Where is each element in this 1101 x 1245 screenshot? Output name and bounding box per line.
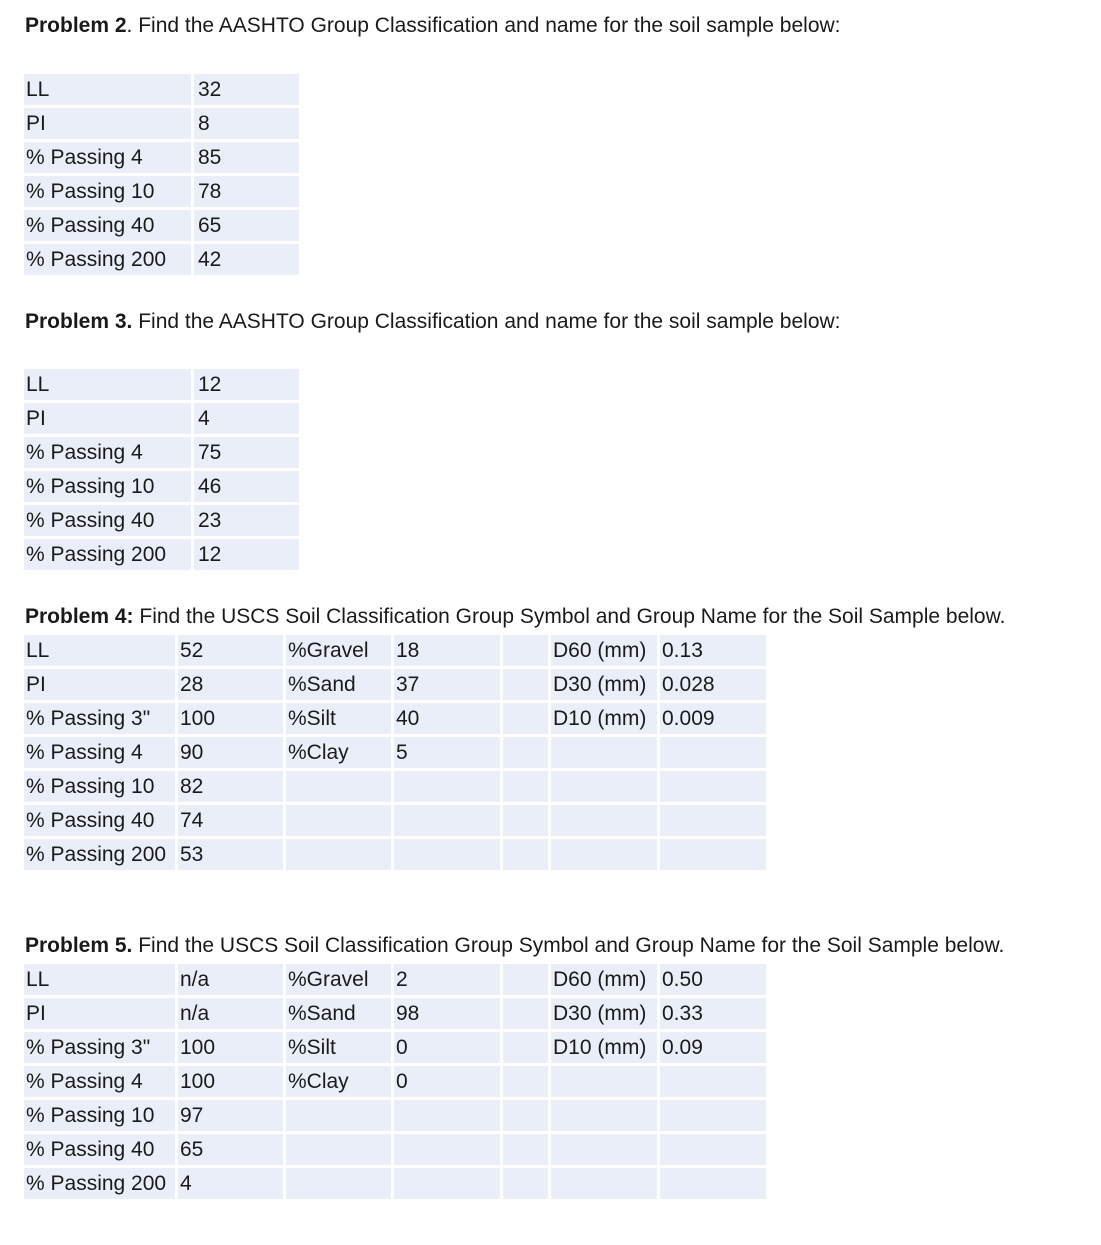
property-value: 82 [178, 771, 286, 805]
property-label: % Passing 3" [24, 703, 178, 737]
fraction-value [394, 839, 503, 873]
fraction-label: %Gravel [286, 635, 394, 669]
property-value: 85 [194, 142, 302, 176]
property-value: 65 [194, 210, 302, 244]
property-label: LL [24, 964, 178, 998]
fraction-label [286, 805, 394, 839]
diameter-label [551, 805, 660, 839]
property-value: 52 [178, 635, 286, 669]
property-value: 42 [194, 244, 302, 278]
table-row [24, 1100, 769, 1134]
problem-2-label: Problem 2 [25, 14, 127, 37]
fraction-label: %Silt [286, 1032, 394, 1066]
property-value: 100 [178, 703, 286, 737]
problem-3-text: Find the AASHTO Group Classification and name for the soil sample below: [132, 310, 841, 333]
spacer-cell [503, 1066, 551, 1100]
property-value: 65 [178, 1134, 286, 1168]
table-row [24, 142, 302, 176]
problem-4-table [24, 635, 769, 873]
problem-2-heading [25, 14, 841, 38]
property-value: 100 [178, 1066, 286, 1100]
diameter-label: D60 (mm) [551, 964, 660, 998]
property-value: 90 [178, 737, 286, 771]
table-row [24, 998, 769, 1032]
spacer-cell [503, 669, 551, 703]
fraction-label: %Gravel [286, 964, 394, 998]
diameter-label [551, 839, 660, 873]
table-row [24, 244, 302, 278]
diameter-label [551, 1134, 660, 1168]
table-row [24, 437, 302, 471]
table-row [24, 669, 769, 703]
property-value: n/a [178, 998, 286, 1032]
spacer-cell [503, 737, 551, 771]
table-row [24, 839, 769, 873]
diameter-value: 0.33 [660, 998, 769, 1032]
diameter-value: 0.09 [660, 1032, 769, 1066]
spacer-cell [503, 1100, 551, 1134]
property-label: % Passing 10 [24, 1100, 178, 1134]
property-label: % Passing 4 [24, 437, 194, 471]
fraction-value: 0 [394, 1032, 503, 1066]
fraction-value: 5 [394, 737, 503, 771]
spacer-cell [503, 998, 551, 1032]
diameter-label [551, 1100, 660, 1134]
fraction-label: %Clay [286, 1066, 394, 1100]
property-label: PI [24, 669, 178, 703]
property-value: 4 [178, 1168, 286, 1202]
diameter-value: 0.13 [660, 635, 769, 669]
diameter-value [660, 737, 769, 771]
diameter-label [551, 771, 660, 805]
table-row [24, 176, 302, 210]
property-value: 23 [194, 505, 302, 539]
diameter-value: 0.50 [660, 964, 769, 998]
table-row [24, 771, 769, 805]
property-label: % Passing 4 [24, 737, 178, 771]
diameter-value [660, 1168, 769, 1202]
table-row [24, 805, 769, 839]
property-label: % Passing 10 [24, 471, 194, 505]
fraction-value [394, 805, 503, 839]
problem-3-table [24, 369, 302, 573]
diameter-label: D10 (mm) [551, 703, 660, 737]
property-label: % Passing 200 [24, 1168, 178, 1202]
table-row [24, 1032, 769, 1066]
table-row [24, 403, 302, 437]
fraction-label: %Silt [286, 703, 394, 737]
problem-4-heading [25, 605, 1005, 629]
property-label: % Passing 200 [24, 539, 194, 573]
table-row [24, 505, 302, 539]
problem-2-text: . Find the AASHTO Group Classification and name for the soil sample below: [126, 14, 841, 37]
property-label: % Passing 40 [24, 1134, 178, 1168]
spacer-cell [503, 839, 551, 873]
problem-5-text: Find the USCS Soil Classification Group Symbol and Group Name for the Soil Sample below. [132, 934, 1005, 957]
table-row [24, 1066, 769, 1100]
problem-4-label: Problem 4: [25, 605, 134, 628]
property-label: % Passing 4 [24, 1066, 178, 1100]
table-row [24, 74, 302, 108]
table-row [24, 108, 302, 142]
property-value: 100 [178, 1032, 286, 1066]
diameter-label: D30 (mm) [551, 669, 660, 703]
fraction-label [286, 1168, 394, 1202]
spacer-cell [503, 1168, 551, 1202]
spacer-cell [503, 1134, 551, 1168]
property-value: 4 [194, 403, 302, 437]
property-label: % Passing 4 [24, 142, 194, 176]
diameter-label [551, 1066, 660, 1100]
table-row [24, 1168, 769, 1202]
fraction-value: 18 [394, 635, 503, 669]
property-label: PI [24, 998, 178, 1032]
fraction-value [394, 1134, 503, 1168]
property-label: % Passing 40 [24, 805, 178, 839]
table-row [24, 703, 769, 737]
problem-4-text: Find the USCS Soil Classification Group Symbol and Group Name for the Soil Sample below. [133, 605, 1006, 628]
problem-3-label: Problem 3. [25, 310, 133, 333]
diameter-label: D30 (mm) [551, 998, 660, 1032]
table-row [24, 210, 302, 244]
fraction-value: 37 [394, 669, 503, 703]
diameter-value [660, 1066, 769, 1100]
spacer-cell [503, 635, 551, 669]
property-value: 75 [194, 437, 302, 471]
spacer-cell [503, 1032, 551, 1066]
property-label: % Passing 40 [24, 210, 194, 244]
fraction-label: %Sand [286, 998, 394, 1032]
property-value: 12 [194, 369, 302, 403]
property-value: 78 [194, 176, 302, 210]
diameter-value: 0.009 [660, 703, 769, 737]
diameter-label: D60 (mm) [551, 635, 660, 669]
property-value: 53 [178, 839, 286, 873]
fraction-label: %Clay [286, 737, 394, 771]
diameter-value [660, 805, 769, 839]
property-label: PI [24, 108, 194, 142]
property-value: 74 [178, 805, 286, 839]
spacer-cell [503, 771, 551, 805]
diameter-value [660, 1134, 769, 1168]
spacer-cell [503, 805, 551, 839]
property-label: % Passing 3" [24, 1032, 178, 1066]
property-label: % Passing 10 [24, 771, 178, 805]
property-label: LL [24, 369, 194, 403]
property-value: 97 [178, 1100, 286, 1134]
table-row [24, 539, 302, 573]
fraction-value: 98 [394, 998, 503, 1032]
diameter-value [660, 839, 769, 873]
table-row [24, 1134, 769, 1168]
problem-5-heading [25, 934, 1004, 958]
fraction-value [394, 1168, 503, 1202]
diameter-label: D10 (mm) [551, 1032, 660, 1066]
problem-5-label: Problem 5. [25, 934, 133, 957]
property-value: 12 [194, 539, 302, 573]
fraction-value: 2 [394, 964, 503, 998]
diameter-value [660, 1100, 769, 1134]
problem-3-heading [25, 310, 841, 334]
fraction-label [286, 771, 394, 805]
fraction-value: 40 [394, 703, 503, 737]
problem-5-table [24, 964, 769, 1202]
property-label: LL [24, 635, 178, 669]
diameter-value: 0.028 [660, 669, 769, 703]
diameter-label [551, 1168, 660, 1202]
fraction-value: 0 [394, 1066, 503, 1100]
property-value: 46 [194, 471, 302, 505]
spacer-cell [503, 964, 551, 998]
table-row [24, 471, 302, 505]
table-row [24, 635, 769, 669]
property-value: n/a [178, 964, 286, 998]
table-row [24, 369, 302, 403]
property-label: LL [24, 74, 194, 108]
table-row [24, 737, 769, 771]
property-label: PI [24, 403, 194, 437]
problem-2-table [24, 74, 302, 278]
property-label: % Passing 200 [24, 839, 178, 873]
fraction-value [394, 1100, 503, 1134]
spacer-cell [503, 703, 551, 737]
fraction-label [286, 839, 394, 873]
table-row [24, 964, 769, 998]
fraction-label: %Sand [286, 669, 394, 703]
diameter-value [660, 771, 769, 805]
fraction-label [286, 1134, 394, 1168]
property-value: 32 [194, 74, 302, 108]
property-value: 28 [178, 669, 286, 703]
property-label: % Passing 200 [24, 244, 194, 278]
property-label: % Passing 40 [24, 505, 194, 539]
fraction-label [286, 1100, 394, 1134]
property-value: 8 [194, 108, 302, 142]
diameter-label [551, 737, 660, 771]
property-label: % Passing 10 [24, 176, 194, 210]
fraction-value [394, 771, 503, 805]
